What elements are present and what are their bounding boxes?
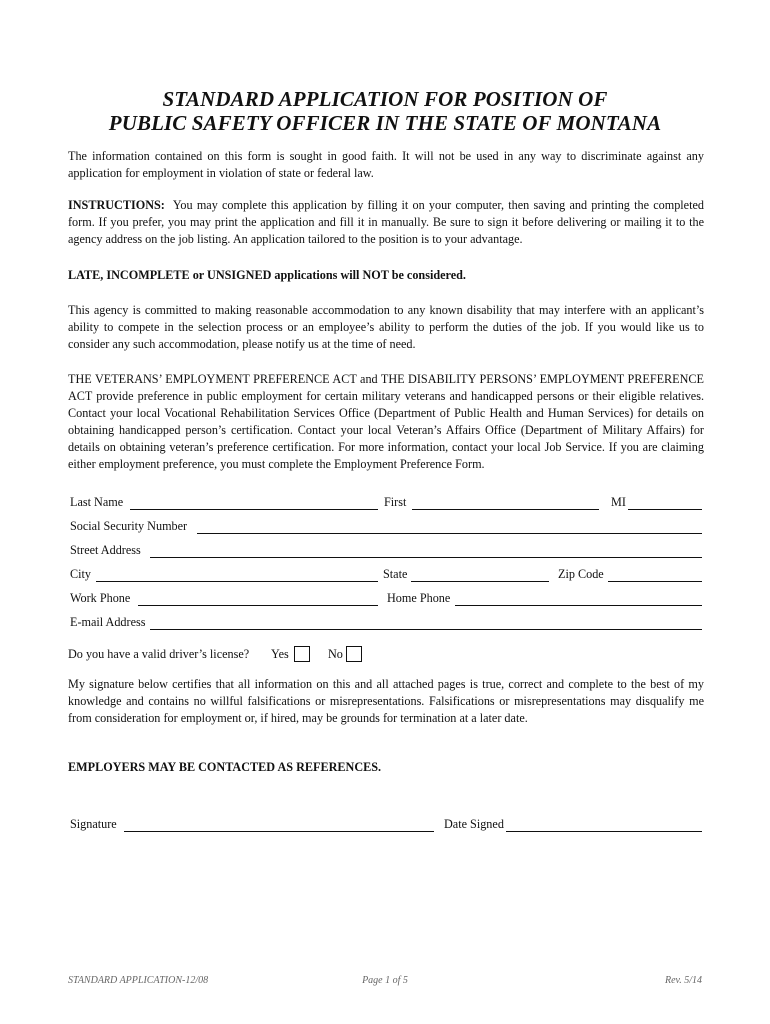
footer-revision: Rev. 5/14	[664, 975, 702, 986]
home-phone-field[interactable]	[455, 605, 702, 606]
ssn-label: Social Security Number	[70, 519, 188, 533]
signature-row	[68, 817, 704, 835]
zip-label: Zip Code	[558, 567, 604, 581]
license-yes-label: Yes	[271, 647, 289, 661]
license-yes-checkbox[interactable]	[294, 646, 310, 662]
phone-row	[68, 591, 704, 609]
street-row	[68, 543, 704, 561]
street-address-field[interactable]	[150, 557, 702, 558]
date-signed-field[interactable]	[506, 831, 702, 832]
email-row	[68, 615, 704, 633]
city-field[interactable]	[96, 581, 378, 582]
first-name-label: First	[384, 495, 407, 509]
zip-field[interactable]	[608, 581, 702, 582]
state-field[interactable]	[411, 581, 549, 582]
mi-field[interactable]	[628, 509, 702, 510]
ssn-row	[68, 519, 704, 537]
first-name-field[interactable]	[412, 509, 599, 510]
instructions-label: INSTRUCTIONS:	[68, 198, 165, 212]
last-name-label: Last Name	[70, 495, 124, 509]
signature-label: Signature	[70, 817, 117, 831]
footer-form-id: STANDARD APPLICATION-12/08	[68, 975, 209, 986]
veterans-paragraph: THE VETERANS’ EMPLOYMENT PREFERENCE ACT and THE DISABILITY PERSONS’ EMPLOYMENT PREFERENCE ACT provide preference in public employment for certain military veterans and handicapped persons or their eligible relatives. Contact your local Vocational Rehabilitation Services Office (Department of Public Health and Human Services) for details on obtaining handicapped person’s certification. Contact your local Veteran’s Affairs Office (Department of Military Affairs) for details on obtaining veteran’s preference certification. For more information, contact your local Job Service. If you are claiming either employment preference, you must complete the Employment Preference Form.	[68, 372, 704, 471]
home-phone-label: Home Phone	[387, 591, 451, 605]
license-no-checkbox[interactable]	[346, 646, 362, 662]
email-label: E-mail Address	[70, 615, 146, 629]
name-row	[68, 495, 704, 513]
instructions-text: You may complete this application by filling it on your computer, then saving and printing the completed form. If you prefer, you may print the application and fill it in manually. Be sure to sign it before delivering or mailing it to the agency address on the job listing. An application tailored to the position is to your advantage.	[68, 198, 704, 246]
mi-label: MI	[611, 495, 626, 509]
license-no-label: No	[328, 647, 343, 661]
work-phone-field[interactable]	[138, 605, 378, 606]
certification-paragraph: My signature below certifies that all information on this and all attached pages is true, correct and complete to the best of my knowledge and contains no willful falsifications or misrepresentations. Falsifications or misrepresentations may disqualify me from consideration for employment or, if hired, may be grounds for termination at a later date.	[68, 677, 704, 725]
footer-page-number: Page 1 of 5	[362, 975, 408, 986]
license-row	[68, 647, 704, 665]
form-title-line2: PUBLIC SAFETY OFFICER IN THE STATE OF MONTANA	[108, 111, 662, 135]
work-phone-label: Work Phone	[70, 591, 131, 605]
street-address-label: Street Address	[70, 543, 141, 557]
last-name-field[interactable]	[130, 509, 378, 510]
city-label: City	[70, 567, 91, 581]
city-row	[68, 567, 704, 585]
state-label: State	[383, 567, 408, 581]
ssn-field[interactable]	[197, 533, 702, 534]
late-notice: LATE, INCOMPLETE or UNSIGNED applications will NOT be considered.	[68, 268, 466, 282]
instructions-paragraph	[68, 197, 704, 248]
license-question: Do you have a valid driver’s license?	[68, 647, 250, 661]
email-field[interactable]	[150, 629, 702, 630]
date-signed-label: Date Signed	[444, 817, 504, 831]
accommodation-paragraph: This agency is committed to making reasonable accommodation to any known disability that may interfere with an applicant’s ability to compete in the selection process or an employee’s ability to perform the duties of the job. If you would like us to consider any such accommodation, please notify us at the time of need.	[68, 303, 704, 351]
signature-field[interactable]	[124, 831, 434, 832]
form-title-line1: STANDARD APPLICATION FOR POSITION OF	[162, 87, 608, 111]
intro-paragraph: The information contained on this form is sought in good faith. It will not be used in any way to discriminate against any application for employment in violation of state or federal law.	[68, 149, 704, 180]
employers-notice: EMPLOYERS MAY BE CONTACTED AS REFERENCES.	[68, 760, 382, 774]
